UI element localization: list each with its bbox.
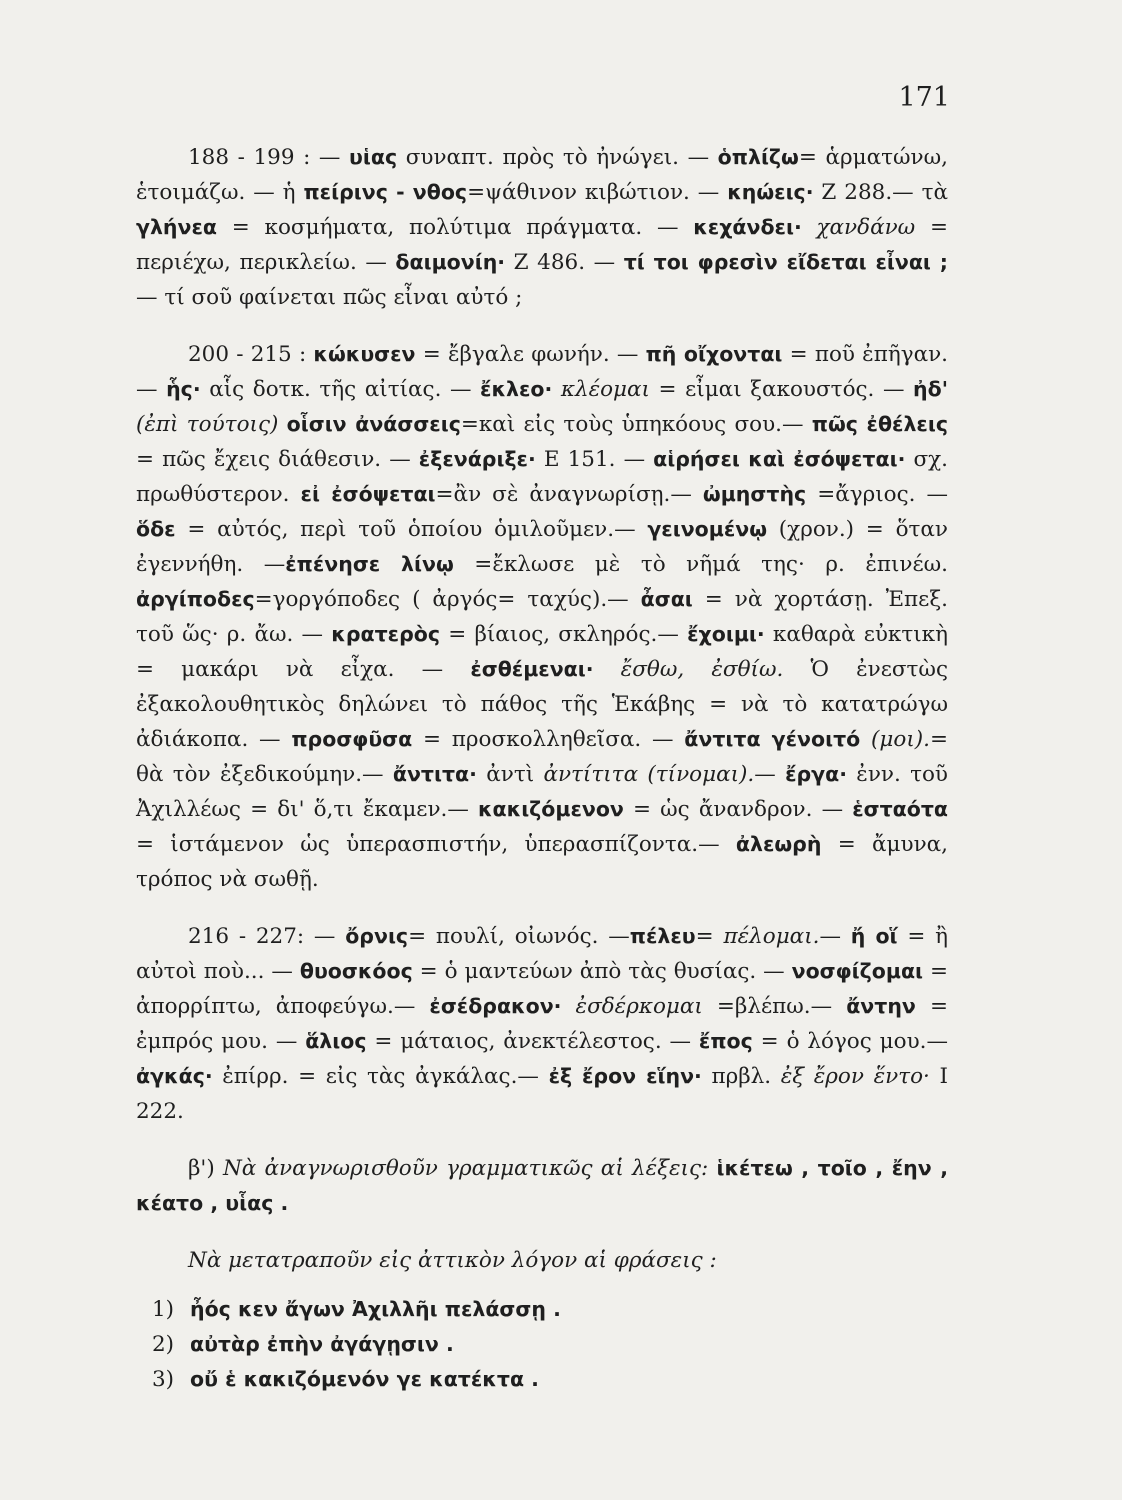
- paragraph-216-227: [136, 919, 948, 1129]
- paragraph-200-215: [136, 337, 948, 897]
- phrase-text: οὔ ἑ κακιζόμενόν γε κατέκτα .: [190, 1367, 539, 1391]
- headword: κακιζόμενον: [477, 797, 624, 821]
- headword: γεινομένῳ: [647, 517, 768, 541]
- headword: ἔργα·: [785, 762, 847, 786]
- headword: ἄντιτα·: [392, 762, 477, 786]
- headword: δαιμονίη·: [395, 250, 506, 274]
- gloss-text: Ε 151. —: [535, 447, 654, 472]
- italic-text: (ἐπὶ τούτοις): [136, 412, 287, 437]
- gloss-text: β'): [188, 1156, 223, 1181]
- numbered-phrases: [136, 1292, 948, 1397]
- headword: ἔκλεο·: [480, 377, 553, 401]
- headword: κεχάνδει·: [693, 215, 802, 239]
- gloss-text: σχ. πρωθύστερον.: [136, 447, 948, 507]
- headword: ἔχοιμι·: [687, 622, 765, 646]
- gloss-text: = ἢ αὐτοὶ ποὺ... —: [136, 924, 948, 984]
- gloss-text: = πουλί, οἰωνός. —: [408, 924, 630, 949]
- gloss-text: = ἀπορρίπτω, ἀποφεύγω.—: [136, 959, 948, 1019]
- italic-text: Νὰ μετατραποῦν εἰς ἀττικὸν λόγον αἱ φράσεις :: [188, 1248, 717, 1273]
- headword: νοσφίζομαι: [791, 959, 924, 983]
- headword: προσφῦσα: [291, 727, 413, 751]
- gloss-text: = ἐμπρός μου. —: [136, 994, 948, 1054]
- gloss-text: ἐνν. τοῦ Ἀχιλλέως = δι' ὅ,τι ἔκαμεν.—: [136, 762, 948, 822]
- gloss-text: = εἶμαι ξακουστός. —: [649, 377, 914, 402]
- gloss-text: συναπτ. πρὸς τὸ ἠνώγει. —: [397, 145, 718, 170]
- gloss-text: =ἄγριος. —: [806, 482, 948, 507]
- gloss-text: = ὡς ἄνανδρον. —: [623, 797, 853, 822]
- paragraph-188-199: [136, 140, 948, 315]
- phrase-number: 1): [152, 1297, 175, 1322]
- italic-text: κλέομαι: [552, 377, 650, 402]
- gloss-text: (χρον.) = ὅταν ἐγεννήθη. —: [136, 517, 948, 577]
- headword: κηώεις·: [727, 180, 814, 204]
- headword: ἀργίποδες: [136, 587, 255, 611]
- headword: θυοσκόος: [299, 959, 413, 983]
- headword: ὅδε: [136, 517, 176, 541]
- gloss-text: — τί σοῦ φαίνεται πῶς εἶναι αὐτό ;: [136, 285, 523, 310]
- headword: ἐξενάριξε·: [418, 447, 536, 471]
- phrase-item: [152, 1327, 948, 1362]
- headword: εἰ ἐσόψεται: [300, 482, 436, 506]
- phrase-item: [152, 1292, 948, 1327]
- gloss-text: = προσκολληθεῖσα. —: [412, 727, 685, 752]
- gloss-text: = περιέχω, περικλείω. —: [136, 215, 948, 275]
- headword: ἐσέδρακον·: [429, 994, 562, 1018]
- headword: ἧς·: [166, 377, 201, 401]
- gloss-text: = ὁ μαντεύων ἀπὸ τὰς θυσίας. —: [412, 959, 792, 984]
- headword: πείρινς - νθος: [303, 180, 468, 204]
- headword: γλήνεα: [136, 215, 217, 239]
- gloss-text: =ἂν σὲ ἀναγνωρίσῃ.—: [435, 482, 703, 507]
- gloss-text: = ὁ λόγος μου.—: [752, 1029, 948, 1054]
- italic-text: ἀντίτιτα (τίνομαι).: [543, 762, 755, 787]
- italic-text: ἐξ ἔρον ἕντο·: [780, 1064, 930, 1089]
- gloss-text: = νὰ χορτάσῃ. Ἐπεξ. τοῦ ὥς· ρ. ἄω. —: [136, 587, 948, 647]
- phrase-text: ἦός κεν ἄγων Ἀχιλλῆι πελάσσῃ .: [190, 1297, 561, 1321]
- gloss-text: = ἁρματώνω, ἑτοιμάζω. — ἡ: [136, 145, 948, 205]
- gloss-text: καθαρὰ εὐκτικὴ = μακάρι νὰ εἶχα. —: [136, 622, 948, 682]
- headword: ἆσαι: [640, 587, 693, 611]
- headword: τί τοι φρεσὶν εἴδεται εἶναι ;: [623, 250, 948, 274]
- headword: αἱρήσει καὶ ἐσόψεται·: [653, 447, 906, 471]
- gloss-text: = αὐτός, περὶ τοῦ ὁποίου ὁμιλοῦμεν.—: [175, 517, 648, 542]
- gloss-text: = ἄμυνα, τρόπος νὰ σωθῇ.: [136, 832, 948, 892]
- phrase-item: [152, 1362, 948, 1397]
- italic-text: Νὰ ἀναγνωρισθοῦν γραμματικῶς αἱ λέξεις:: [222, 1156, 717, 1181]
- gloss-text: =καὶ εἰς τοὺς ὑπηκόους σου.—: [460, 412, 812, 437]
- headword: ἀλεωρὴ: [735, 832, 822, 856]
- exercise-grammar: [136, 1151, 948, 1221]
- headword: ἤ οἵ: [850, 924, 898, 948]
- gloss-text: =ψάθινον κιβώτιον. —: [467, 180, 728, 205]
- gloss-text: = θὰ τὸν ἐξεδικούμην.—: [136, 727, 949, 787]
- gloss-text: Ζ 486. —: [505, 250, 624, 275]
- headword: ἠδ': [913, 377, 948, 401]
- headword: ὠμηστὴς: [702, 482, 807, 506]
- italic-text: πέλομαι.: [723, 924, 820, 949]
- headword: ἄντην: [846, 994, 916, 1018]
- headword: ἅλιος: [305, 1029, 367, 1053]
- gloss-text: =: [695, 924, 724, 949]
- headword: ἄντιτα γένοιτό: [684, 727, 861, 751]
- headword: ἐσθέμεναι·: [470, 657, 594, 681]
- headword: πῶς ἐθέλεις: [811, 412, 948, 436]
- headword: ἔπος: [698, 1029, 753, 1053]
- headword: ἱκέτεω , τοῖο , ἔην , κέατο , υἷας .: [136, 1156, 949, 1215]
- page-number: 171: [898, 82, 950, 113]
- headword: κώκυσεν: [313, 342, 416, 366]
- gloss-text: Ι 222.: [136, 1064, 948, 1124]
- gloss-text: Ὁ ἐνεστὼς ἐξακολουθητικὸς δηλώνει τὸ πάθος τῆς Ἑκάβης = νὰ τὸ κατατρώγω ἀδιάκοπα. —: [136, 657, 948, 752]
- headword: πῆ οἴχονται: [645, 342, 783, 366]
- gloss-text: Ζ 288.— τὰ: [813, 180, 948, 205]
- italic-text: ἐσδέρκομαι: [561, 994, 703, 1019]
- gloss-text: = μάταιος, ἀνεκτέλεστος. —: [366, 1029, 699, 1054]
- headword: ἑσταότα: [852, 797, 949, 821]
- gloss-text: αἷς δοτκ. τῆς αἰτίας. —: [200, 377, 481, 402]
- gloss-text: = πῶς ἔχεις διάθεσιν. —: [136, 447, 419, 472]
- headword: ἀγκάς·: [136, 1064, 213, 1088]
- exercise-attic-instruction: [136, 1243, 948, 1278]
- gloss-text: ἀντὶ: [476, 762, 544, 787]
- gloss-text: 200 - 215 :: [188, 342, 314, 367]
- gloss-text: = βίαιος, σκληρός.—: [440, 622, 688, 647]
- gloss-text: = ἔβγαλε φωνήν. —: [415, 342, 646, 367]
- headword: κρατερὸς: [331, 622, 440, 646]
- headword: υἱας: [349, 145, 398, 169]
- gloss-text: πρβλ.: [701, 1064, 781, 1089]
- headword: ὄρνις: [345, 924, 409, 948]
- italic-text: ἔσθω, ἐσθίω.: [593, 657, 784, 682]
- gloss-text: =γοργόποδες ( ἀργός= ταχύς).—: [254, 587, 641, 612]
- headword: οἷσιν ἀνάσσεις: [286, 412, 461, 436]
- gloss-text: ἐπίρρ. = εἰς τὰς ἀγκάλας.—: [212, 1064, 549, 1089]
- phrase-text: αὐτὰρ ἐπὴν ἀγάγῃσιν .: [190, 1332, 454, 1356]
- gloss-text: 188 - 199 : —: [188, 145, 350, 170]
- gloss-text: = ἱστάμενον ὡς ὑπερασπιστήν, ὑπερασπίζοντα.—: [136, 832, 736, 857]
- italic-text: (μοι).: [860, 727, 930, 752]
- gloss-text: =ἔκλωσε μὲ τὸ νῆμά της· ρ. ἐπινέω.: [453, 552, 948, 577]
- gloss-text: = ποῦ ἐπῆγαν. —: [136, 342, 948, 402]
- body-text: [136, 140, 948, 1397]
- phrase-number: 3): [152, 1367, 175, 1392]
- phrase-number: 2): [152, 1332, 175, 1357]
- headword: ὁπλίζω: [717, 145, 799, 169]
- headword: ἐξ ἔρον εἵην·: [548, 1064, 702, 1088]
- gloss-text: 216 - 227: —: [188, 924, 346, 949]
- gloss-text: —: [754, 762, 786, 787]
- italic-text: χανδάνω: [801, 215, 916, 240]
- gloss-text: =βλέπω.—: [702, 994, 847, 1019]
- gloss-text: = κοσμήματα, πολύτιμα πράγματα. —: [217, 215, 694, 240]
- headword: πέλευ: [629, 924, 696, 948]
- headword: ἐπένησε λίνῳ: [285, 552, 454, 576]
- gloss-text: —: [819, 924, 851, 949]
